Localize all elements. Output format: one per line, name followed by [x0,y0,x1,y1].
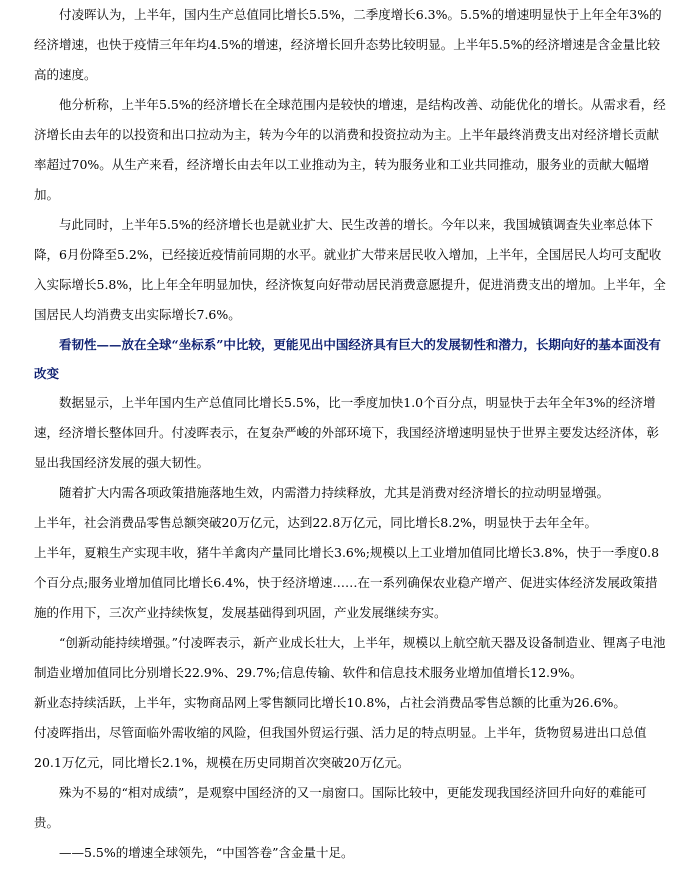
paragraph-domestic-demand: 随着扩大内需各项政策措施落地生效，内需潜力持续释放，尤其是消费对经济增长的拉动明显增强。 [59,485,610,500]
article-body [34,0,666,868]
section-heading-resilience: 看韧性——放在全球“坐标系”中比较，更能见出中国经济具有巨大的发展韧性和潜力，长期向好的基本面没有改变 [34,337,661,381]
paragraph-data-shows: 数据显示，上半年国内生产总值同比增长5.5%，比一季度加快1.0个百分点，明显快于去年全年3%的经济增速，经济增长整体回升。付凌晖表示，在复杂严峻的外部环境下，我国经济增速明显快于世界主要发达经济体，彰显出我国经济发展的强大韧性。 [34,395,660,470]
paragraph-conclusion: ——5.5%的增速全球领先，“中国答卷”含金量十足。 [59,845,354,860]
paragraph-gdp-growth: 付凌晖认为，上半年，国内生产总值同比增长5.5%，二季度增长6.3%。5.5%的增速明显快于上年全年3%的经济增速，也快于疫情三年年均4.5%的增速，经济增长回升态势比较明显。上半年5.5%的经济增速是含金量比较高的速度。 [34,7,662,82]
paragraph-foreign-trade: 付凌晖指出，尽管面临外需收缩的风险，但我国外贸运行强、活力足的特点明显。上半年，货物贸易进出口总值20.1万亿元，同比增长2.1%，规模在历史同期首次突破20万亿元。 [34,725,647,770]
paragraph-relative-results: 殊为不易的“相对成绩”，是观察中国经济的又一扇窗口。国际比较中，更能发现我国经济回升向好的难能可贵。 [34,785,647,830]
paragraph-employment: 与此同时，上半年5.5%的经济增长也是就业扩大、民生改善的增长。今年以来，我国城镇调查失业率总体下降，6月份降至5.2%，已经接近疫情前同期的水平。就业扩大带来居民收入增加，上半年，全国居民人均可支配收入实际增长5.8%，比上年全年明显加快，经济恢复向好带动居民消费意愿提升，促进消费支出的增加。上半年，全国居民人均消费支出实际增长7.6%。 [34,217,666,322]
paragraph-structure-analysis: 他分析称，上半年5.5%的经济增长在全球范围内是较快的增速，是结构改善、动能优化的增长。从需求看，经济增长由去年的以投资和出口拉动为主，转为今年的以消费和投资拉动为主。上半年最终消费支出对经济增长贡献率超过70%。从生产来看，经济增长由去年以工业推动为主，转为服务业和工业共同推动，服务业的贡献大幅增加。 [34,97,666,202]
paragraph-innovation: “创新动能持续增强。”付凌晖表示，新产业成长壮大，上半年，规模以上航空航天器及设备制造业、锂离子电池制造业增加值同比分别增长22.9%、29.7%;信息传输、软件和信息技术服务业增加值增长12.9%。 [34,635,666,680]
paragraph-new-business: 新业态持续活跃，上半年，实物商品网上零售额同比增长10.8%，占社会消费品零售总额的比重为26.6%。 [34,695,626,710]
paragraph-retail-sales: 上半年，社会消费品零售总额突破20万亿元，达到22.8万亿元，同比增长8.2%，明显快于去年全年。 [34,515,597,530]
paragraph-industry: 上半年，夏粮生产实现丰收，猪牛羊禽肉产量同比增长3.6%;规模以上工业增加值同比增长3.8%，快于一季度0.8个百分点;服务业增加值同比增长6.4%，快于经济增速……在一系列确保农业稳产增产、促进实体经济发展政策措施的作用下，三次产业持续恢复，发展基础得到巩固，产业发展继续夯实。 [34,545,660,620]
